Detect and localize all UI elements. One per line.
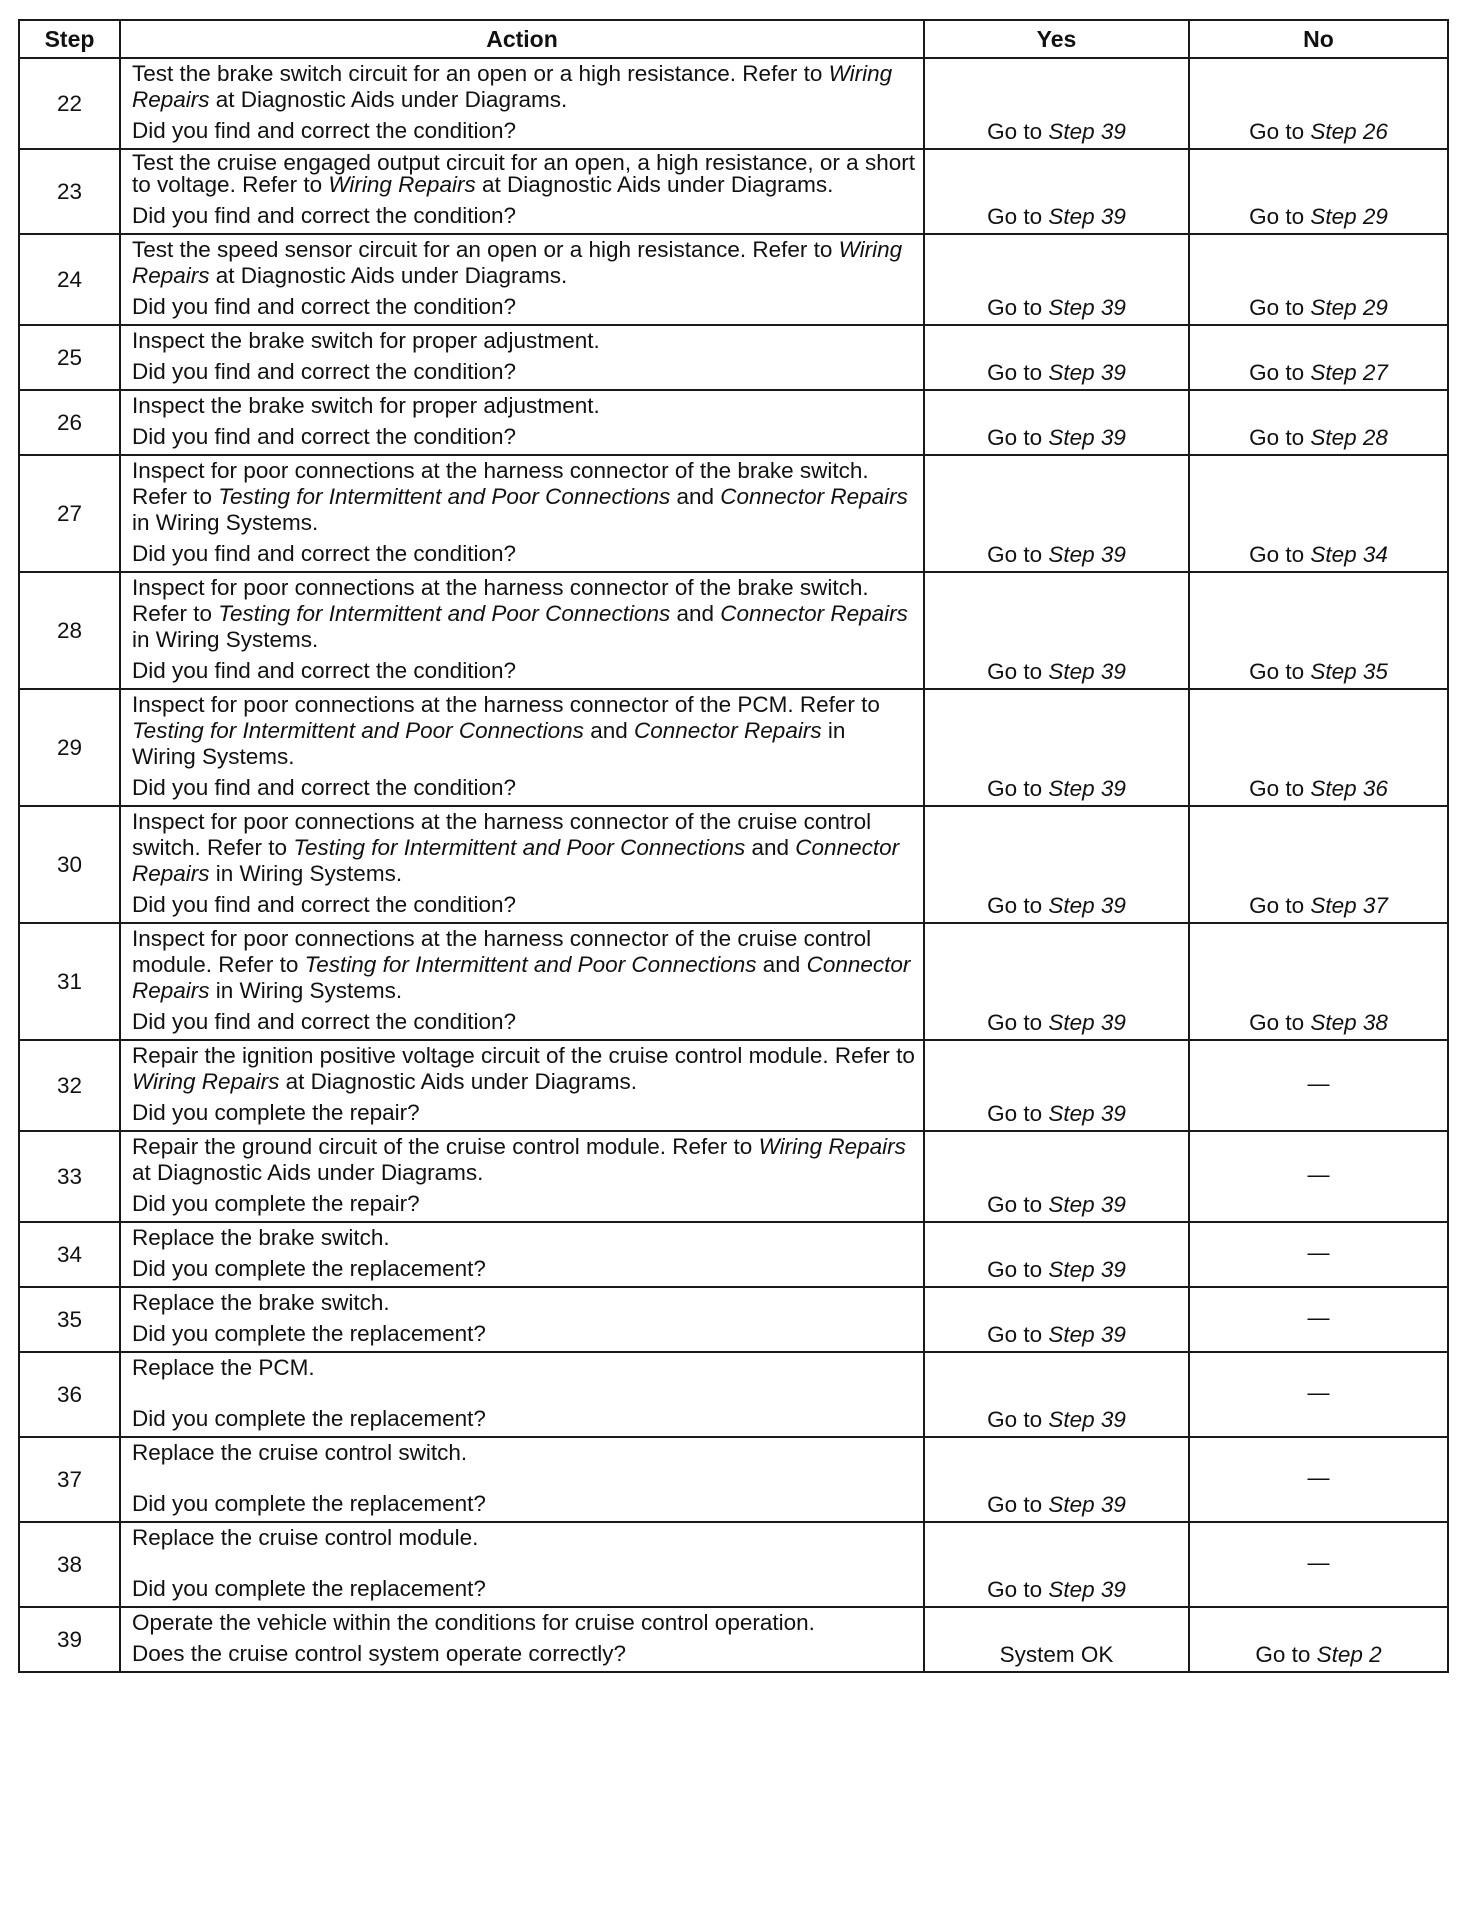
yes-result — [924, 149, 1189, 234]
action-reference: Connector Repairs — [720, 601, 908, 626]
action-cell — [120, 1607, 924, 1672]
action-text-segment: and — [583, 718, 634, 743]
action-reference: Testing for Intermittent and Poor Connections — [304, 952, 757, 977]
action-text-segment: at Diagnostic Aids under Diagrams. — [132, 1160, 484, 1185]
yes-step-link: Step 39 — [1048, 1407, 1126, 1432]
table-row — [19, 149, 1448, 234]
no-result — [1189, 234, 1448, 325]
no-result — [1189, 390, 1448, 455]
action-content — [132, 692, 915, 802]
action-text-segment: Inspect the brake switch for proper adjustment. — [132, 328, 600, 353]
action-text-segment: at Diagnostic Aids under Diagrams. — [279, 1069, 638, 1094]
yes-result — [924, 1352, 1189, 1437]
action-text-segment: Replace the cruise control module. — [132, 1525, 479, 1550]
action-content — [132, 1440, 915, 1518]
action-text-segment: Inspect for poor connections at the harness connector of the cruise control module. Refer to — [132, 926, 872, 977]
action-text — [132, 328, 915, 354]
action-text-segment: and — [756, 952, 807, 977]
action-content — [132, 1355, 915, 1433]
step-number: 25 — [19, 325, 120, 390]
step-number: 35 — [19, 1287, 120, 1352]
yes-result — [924, 325, 1189, 390]
action-cell — [120, 149, 924, 234]
action-text-segment: Test the cruise engaged output circuit for an open, a high resistance, or a short to voltage. Refer to — [132, 150, 915, 197]
action-question: Did you find and correct the condition? — [132, 892, 516, 917]
action-question: Did you complete the replacement? — [132, 1491, 486, 1516]
go-to-label: Go to — [1249, 776, 1305, 801]
action-question: Did you find and correct the condition? — [132, 541, 516, 566]
action-text-segment: Inspect the brake switch for proper adjustment. — [132, 393, 600, 418]
go-to-label: Go to — [987, 360, 1043, 385]
table-row — [19, 1352, 1448, 1437]
step-number: 22 — [19, 58, 120, 149]
action-reference: Connector Repairs — [633, 718, 822, 743]
action-cell — [120, 1287, 924, 1352]
action-reference: Testing for Intermittent and Poor Connections — [132, 718, 584, 743]
no-result — [1189, 325, 1448, 390]
action-text-segment: Operate the vehicle within the conditions for cruise control operation. — [132, 1610, 815, 1635]
yes-result — [924, 234, 1189, 325]
step-number: 28 — [19, 572, 120, 689]
yes-step-link: Step 39 — [1048, 295, 1126, 320]
action-text-segment: Inspect for poor connections at the harness connector of the cruise control switch. Refer to — [132, 809, 872, 860]
action-cell — [120, 572, 924, 689]
action-text — [132, 1290, 915, 1316]
action-reference: Testing for Intermittent and Poor Connections — [218, 601, 671, 626]
no-result-dash: — — [1307, 1380, 1330, 1405]
action-text — [132, 1610, 915, 1636]
action-text — [132, 809, 915, 887]
no-result-dash: — — [1307, 1465, 1330, 1490]
no-result-dash: — — [1307, 1071, 1330, 1096]
go-to-label: Go to — [987, 425, 1043, 450]
action-header: Action — [120, 20, 924, 58]
action-content — [132, 926, 915, 1036]
no-result-dash: — — [1307, 1305, 1330, 1330]
action-cell — [120, 1522, 924, 1607]
table-row — [19, 1222, 1448, 1287]
action-cell — [120, 806, 924, 923]
yes-step-link: Step 39 — [1048, 360, 1126, 385]
yes-step-link: Step 39 — [1048, 1257, 1126, 1282]
action-text — [132, 1440, 915, 1466]
action-text-segment: Replace the brake switch. — [132, 1290, 390, 1315]
go-to-label: Go to — [987, 1577, 1043, 1602]
action-question: Did you find and correct the condition? — [132, 1009, 516, 1034]
go-to-label: Go to — [987, 295, 1043, 320]
yes-result — [924, 1131, 1189, 1222]
go-to-label: Go to — [987, 1010, 1043, 1035]
go-to-label: Go to — [987, 1322, 1043, 1347]
table-row — [19, 1437, 1448, 1522]
action-cell — [120, 689, 924, 806]
step-number: 32 — [19, 1040, 120, 1131]
yes-step-link: Step 39 — [1048, 1492, 1126, 1517]
action-text-segment: Inspect for poor connections at the harness connector of the brake switch. Refer to — [132, 458, 869, 509]
header-row — [19, 20, 1448, 58]
action-text-segment: Replace the PCM. — [132, 1355, 315, 1380]
table-row — [19, 806, 1448, 923]
go-to-label: Go to — [1255, 1642, 1311, 1667]
action-content — [132, 1225, 915, 1283]
go-to-label: Go to — [987, 893, 1043, 918]
yes-result — [924, 923, 1189, 1040]
action-content — [132, 237, 915, 321]
no-result-dash: — — [1307, 1162, 1330, 1187]
action-reference: Testing for Intermittent and Poor Connections — [293, 835, 746, 860]
no-step-link: Step 28 — [1310, 425, 1388, 450]
action-question: Did you find and correct the condition? — [132, 118, 516, 143]
action-content — [132, 1290, 915, 1348]
yes-step-link: Step 39 — [1048, 1577, 1126, 1602]
go-to-label: Go to — [987, 659, 1043, 684]
go-to-label: Go to — [1249, 204, 1305, 229]
no-result — [1189, 455, 1448, 572]
action-text-segment: and — [745, 835, 796, 860]
yes-result — [924, 572, 1189, 689]
yes-result — [924, 1607, 1189, 1672]
no-step-link: Step 27 — [1310, 360, 1388, 385]
no-result-dash: — — [1307, 1550, 1330, 1575]
action-text-segment: Replace the brake switch. — [132, 1225, 390, 1250]
table-body — [19, 58, 1448, 1672]
no-result — [1189, 1222, 1448, 1287]
action-reference: Connector Repairs — [720, 484, 908, 509]
action-content — [132, 575, 915, 685]
no-result — [1189, 1352, 1448, 1437]
yes-step-link: Step 39 — [1048, 1192, 1126, 1217]
action-text-segment: Replace the cruise control switch. — [132, 1440, 468, 1465]
action-text-segment: Repair the ignition positive voltage circuit of the cruise control module. Refer to — [132, 1043, 915, 1068]
action-text — [132, 237, 915, 289]
action-text — [132, 575, 915, 653]
yes-result — [924, 455, 1189, 572]
action-text — [132, 1225, 915, 1251]
no-result — [1189, 572, 1448, 689]
table-row — [19, 234, 1448, 325]
action-cell — [120, 1222, 924, 1287]
go-to-label: Go to — [987, 1407, 1043, 1432]
spacer — [132, 1381, 915, 1405]
action-reference: Connector Repairs — [132, 952, 911, 1003]
yes-result — [924, 1522, 1189, 1607]
action-cell — [120, 234, 924, 325]
action-question: Did you find and correct the condition? — [132, 294, 516, 319]
action-text-segment: in Wiring Systems. — [132, 510, 319, 535]
yes-result — [924, 1437, 1189, 1522]
action-content — [132, 458, 915, 568]
no-result-dash: — — [1307, 1240, 1330, 1265]
diagnostic-table — [18, 19, 1449, 1673]
no-step-link: Step 34 — [1310, 542, 1388, 567]
action-reference: Wiring Repairs — [328, 172, 476, 197]
action-cell — [120, 455, 924, 572]
no-result — [1189, 149, 1448, 234]
action-cell — [120, 1437, 924, 1522]
table-row — [19, 1522, 1448, 1607]
yes-header: Yes — [924, 20, 1189, 58]
yes-step-link: Step 39 — [1048, 1101, 1126, 1126]
table-row — [19, 390, 1448, 455]
action-text-segment: Test the speed sensor circuit for an open or a high resistance. Refer to — [132, 237, 839, 262]
step-number: 27 — [19, 455, 120, 572]
action-question: Did you complete the replacement? — [132, 1256, 486, 1281]
action-cell — [120, 325, 924, 390]
action-content — [132, 1134, 915, 1218]
no-result — [1189, 1522, 1448, 1607]
action-question: Did you complete the replacement? — [132, 1576, 486, 1601]
action-cell — [120, 390, 924, 455]
action-question: Did you complete the replacement? — [132, 1321, 486, 1346]
step-number: 31 — [19, 923, 120, 1040]
action-text-segment: Test the brake switch circuit for an open or a high resistance. Refer to — [132, 61, 829, 86]
no-step-link: Step 26 — [1310, 119, 1388, 144]
action-text-segment: Inspect for poor connections at the harness connector of the brake switch. Refer to — [132, 575, 869, 626]
go-to-label: Go to — [1249, 360, 1305, 385]
action-content — [132, 61, 915, 145]
go-to-label: Go to — [987, 1257, 1043, 1282]
action-text-segment: in Wiring Systems. — [132, 627, 319, 652]
table-row — [19, 325, 1448, 390]
action-text-segment: Inspect for poor connections at the harness connector of the PCM. Refer to — [132, 692, 880, 717]
yes-step-link: Step 39 — [1048, 542, 1126, 567]
action-question: Did you complete the repair? — [132, 1100, 420, 1125]
go-to-label: Go to — [987, 542, 1043, 567]
action-text — [132, 152, 915, 196]
yes-result — [924, 390, 1189, 455]
action-text-segment: Repair the ground circuit of the cruise control module. Refer to — [132, 1134, 759, 1159]
step-number: 23 — [19, 149, 120, 234]
no-result — [1189, 58, 1448, 149]
action-cell — [120, 1040, 924, 1131]
action-question: Did you find and correct the condition? — [132, 775, 516, 800]
no-result — [1189, 1607, 1448, 1672]
action-text-segment: at Diagnostic Aids under Diagrams. — [209, 87, 568, 112]
table-row — [19, 572, 1448, 689]
action-cell — [120, 1131, 924, 1222]
action-reference: Wiring Repairs — [132, 1069, 280, 1094]
action-question: Did you complete the replacement? — [132, 1406, 486, 1431]
yes-result — [924, 1222, 1189, 1287]
no-step-link: Step 35 — [1310, 659, 1388, 684]
action-question: Did you find and correct the condition? — [132, 424, 516, 449]
step-number: 39 — [19, 1607, 120, 1672]
no-step-link: Step 36 — [1310, 776, 1388, 801]
yes-step-link: Step 39 — [1048, 204, 1126, 229]
go-to-label: Go to — [987, 776, 1043, 801]
go-to-label: Go to — [987, 1192, 1043, 1217]
no-result — [1189, 1040, 1448, 1131]
action-content — [132, 393, 915, 451]
yes-step-link: Step 39 — [1048, 1010, 1126, 1035]
action-question: Did you find and correct the condition? — [132, 203, 516, 228]
go-to-label: Go to — [1249, 119, 1305, 144]
go-to-label: Go to — [987, 119, 1043, 144]
go-to-label: Go to — [1249, 542, 1305, 567]
action-text — [132, 1134, 915, 1186]
action-text-segment: and — [670, 484, 721, 509]
yes-result — [924, 689, 1189, 806]
go-to-label: Go to — [987, 1101, 1043, 1126]
go-to-label: Go to — [1249, 893, 1305, 918]
step-number: 37 — [19, 1437, 120, 1522]
yes-step-link: Step 39 — [1048, 776, 1126, 801]
action-content — [132, 328, 915, 386]
table-row — [19, 1287, 1448, 1352]
action-text — [132, 692, 915, 770]
go-to-label: Go to — [1249, 659, 1305, 684]
action-cell — [120, 58, 924, 149]
no-step-link: Step 2 — [1316, 1642, 1382, 1667]
action-reference: Wiring Repairs — [132, 237, 903, 288]
step-number: 24 — [19, 234, 120, 325]
step-number: 33 — [19, 1131, 120, 1222]
table-row — [19, 1607, 1448, 1672]
action-text — [132, 1525, 915, 1551]
action-cell — [120, 923, 924, 1040]
action-text-segment: in Wiring Systems. — [209, 978, 403, 1003]
action-question: Does the cruise control system operate correctly? — [132, 1641, 626, 1666]
step-number: 26 — [19, 390, 120, 455]
action-question: Did you complete the repair? — [132, 1191, 420, 1216]
no-result — [1189, 1131, 1448, 1222]
action-content — [132, 152, 915, 230]
no-step-link: Step 37 — [1310, 893, 1388, 918]
table-row — [19, 689, 1448, 806]
no-step-link: Step 29 — [1310, 204, 1388, 229]
no-result — [1189, 1437, 1448, 1522]
yes-step-link: Step 39 — [1048, 893, 1126, 918]
action-text — [132, 458, 915, 536]
action-content — [132, 1525, 915, 1603]
table-row — [19, 58, 1448, 149]
action-reference: Wiring Repairs — [758, 1134, 906, 1159]
action-question: Did you find and correct the condition? — [132, 359, 516, 384]
spacer — [132, 1466, 915, 1490]
table-row — [19, 455, 1448, 572]
table-row — [19, 1131, 1448, 1222]
step-number: 34 — [19, 1222, 120, 1287]
action-text — [132, 1043, 915, 1095]
action-text-segment: in Wiring Systems. — [132, 718, 846, 769]
yes-step-link: Step 39 — [1048, 1322, 1126, 1347]
no-result — [1189, 689, 1448, 806]
yes-step-link: Step 39 — [1048, 119, 1126, 144]
no-result — [1189, 806, 1448, 923]
go-to-label: Go to — [1249, 1010, 1305, 1035]
action-text — [132, 393, 915, 419]
action-text — [132, 1355, 915, 1381]
step-number: 36 — [19, 1352, 120, 1437]
go-to-label: Go to — [987, 1492, 1043, 1517]
action-text-segment: in Wiring Systems. — [209, 861, 403, 886]
action-content — [132, 1610, 915, 1668]
yes-result — [924, 806, 1189, 923]
no-result — [1189, 1287, 1448, 1352]
action-text-segment: and — [670, 601, 721, 626]
yes-result-text: System OK — [999, 1642, 1114, 1667]
go-to-label: Go to — [987, 204, 1043, 229]
spacer — [132, 1551, 915, 1575]
step-number: 38 — [19, 1522, 120, 1607]
yes-step-link: Step 39 — [1048, 425, 1126, 450]
no-step-link: Step 29 — [1310, 295, 1388, 320]
no-result — [1189, 923, 1448, 1040]
action-reference: Testing for Intermittent and Poor Connections — [218, 484, 671, 509]
action-text-segment: at Diagnostic Aids under Diagrams. — [209, 263, 568, 288]
action-content — [132, 809, 915, 919]
step-number: 29 — [19, 689, 120, 806]
step-number: 30 — [19, 806, 120, 923]
action-question: Did you find and correct the condition? — [132, 658, 516, 683]
action-text — [132, 926, 915, 1004]
go-to-label: Go to — [1249, 295, 1305, 320]
yes-result — [924, 1287, 1189, 1352]
yes-step-link: Step 39 — [1048, 659, 1126, 684]
action-text — [132, 61, 915, 113]
yes-result — [924, 58, 1189, 149]
action-text-segment: at Diagnostic Aids under Diagrams. — [475, 172, 834, 197]
action-content — [132, 1043, 915, 1127]
table-row — [19, 923, 1448, 1040]
no-header: No — [1189, 20, 1448, 58]
action-reference: Connector Repairs — [132, 835, 900, 886]
action-cell — [120, 1352, 924, 1437]
no-step-link: Step 38 — [1310, 1010, 1388, 1035]
yes-result — [924, 1040, 1189, 1131]
table-row — [19, 1040, 1448, 1131]
step-header: Step — [19, 20, 120, 58]
go-to-label: Go to — [1249, 425, 1305, 450]
action-reference: Wiring Repairs — [132, 61, 893, 112]
